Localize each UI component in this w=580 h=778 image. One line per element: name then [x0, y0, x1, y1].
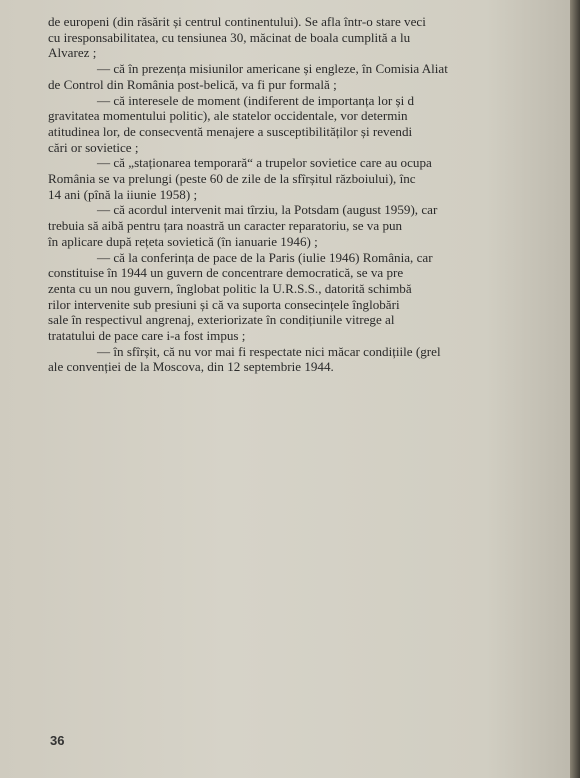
text-line: — că în prezența misiunilor americane și engleze, în Comisia Aliat — [97, 61, 448, 77]
text-line: sale în respectivul angrenaj, exteriorizate în condițiunile vitrege al — [48, 312, 395, 328]
text-line: cu iresponsabilitatea, cu tensiunea 30, măcinat de boala cumplită a lu — [48, 29, 411, 45]
text-line: România se va prelungi (peste 60 de zile de la sfîrșitul războiului), înc — [48, 171, 416, 187]
body-text — [48, 14, 572, 375]
text-line: 14 ani (pînă la iiunie 1958) ; — [48, 186, 198, 202]
text-line: — în sfîrșit, că nu vor mai fi respectate nici măcar condițiile (grel — [97, 343, 441, 359]
text-line: zenta cu un nou guvern, înglobat politic la U.R.S.S., datorită schimbă — [48, 280, 412, 296]
text-line: — că acordul intervenit mai tîrziu, la Potsdam (august 1959), car — [97, 202, 438, 218]
text-line: — că interesele de moment (indiferent de importanța lor și d — [97, 92, 415, 108]
book-spine-edge — [570, 0, 580, 778]
text-line: cări or sovietice ; — [48, 139, 139, 155]
text-line: — că la conferința de pace de la Paris (iulie 1946) România, car — [97, 249, 433, 265]
text-line: ale convenției de la Moscova, din 12 septembrie 1944. — [48, 359, 334, 375]
text-line: gravitatea momentului politic), ale statelor occidentale, vor determin — [48, 108, 408, 124]
text-line: de europeni (din răsărit și centrul continentului). Se afla într-o stare veci — [48, 14, 426, 29]
text-line: tratatului de pace care i-a fost impus ; — [48, 328, 246, 344]
text-line: — că „staționarea temporară“ a trupelor sovietice care au ocupa — [97, 155, 432, 171]
text-line: constituise în 1944 un guvern de concentrare democratică, se va pre — [48, 265, 404, 281]
page-number: 36 — [50, 733, 65, 748]
text-line: de Control din România post-belică, va fi pur formală ; — [48, 76, 337, 92]
text-line: în aplicare după rețeta sovietică (în ianuarie 1946) ; — [48, 233, 318, 249]
text-line: Alvarez ; — [48, 45, 97, 61]
text-line: atitudinea lor, de consecventă menajere a susceptibilităților și revendi — [48, 123, 413, 139]
text-line: rilor intervenite sub presiuni și că va suporta consecințele înglobări — [48, 296, 400, 312]
text-line: trebuia să aibă pentru țara noastră un caracter reparatoriu, se va pun — [48, 218, 403, 234]
